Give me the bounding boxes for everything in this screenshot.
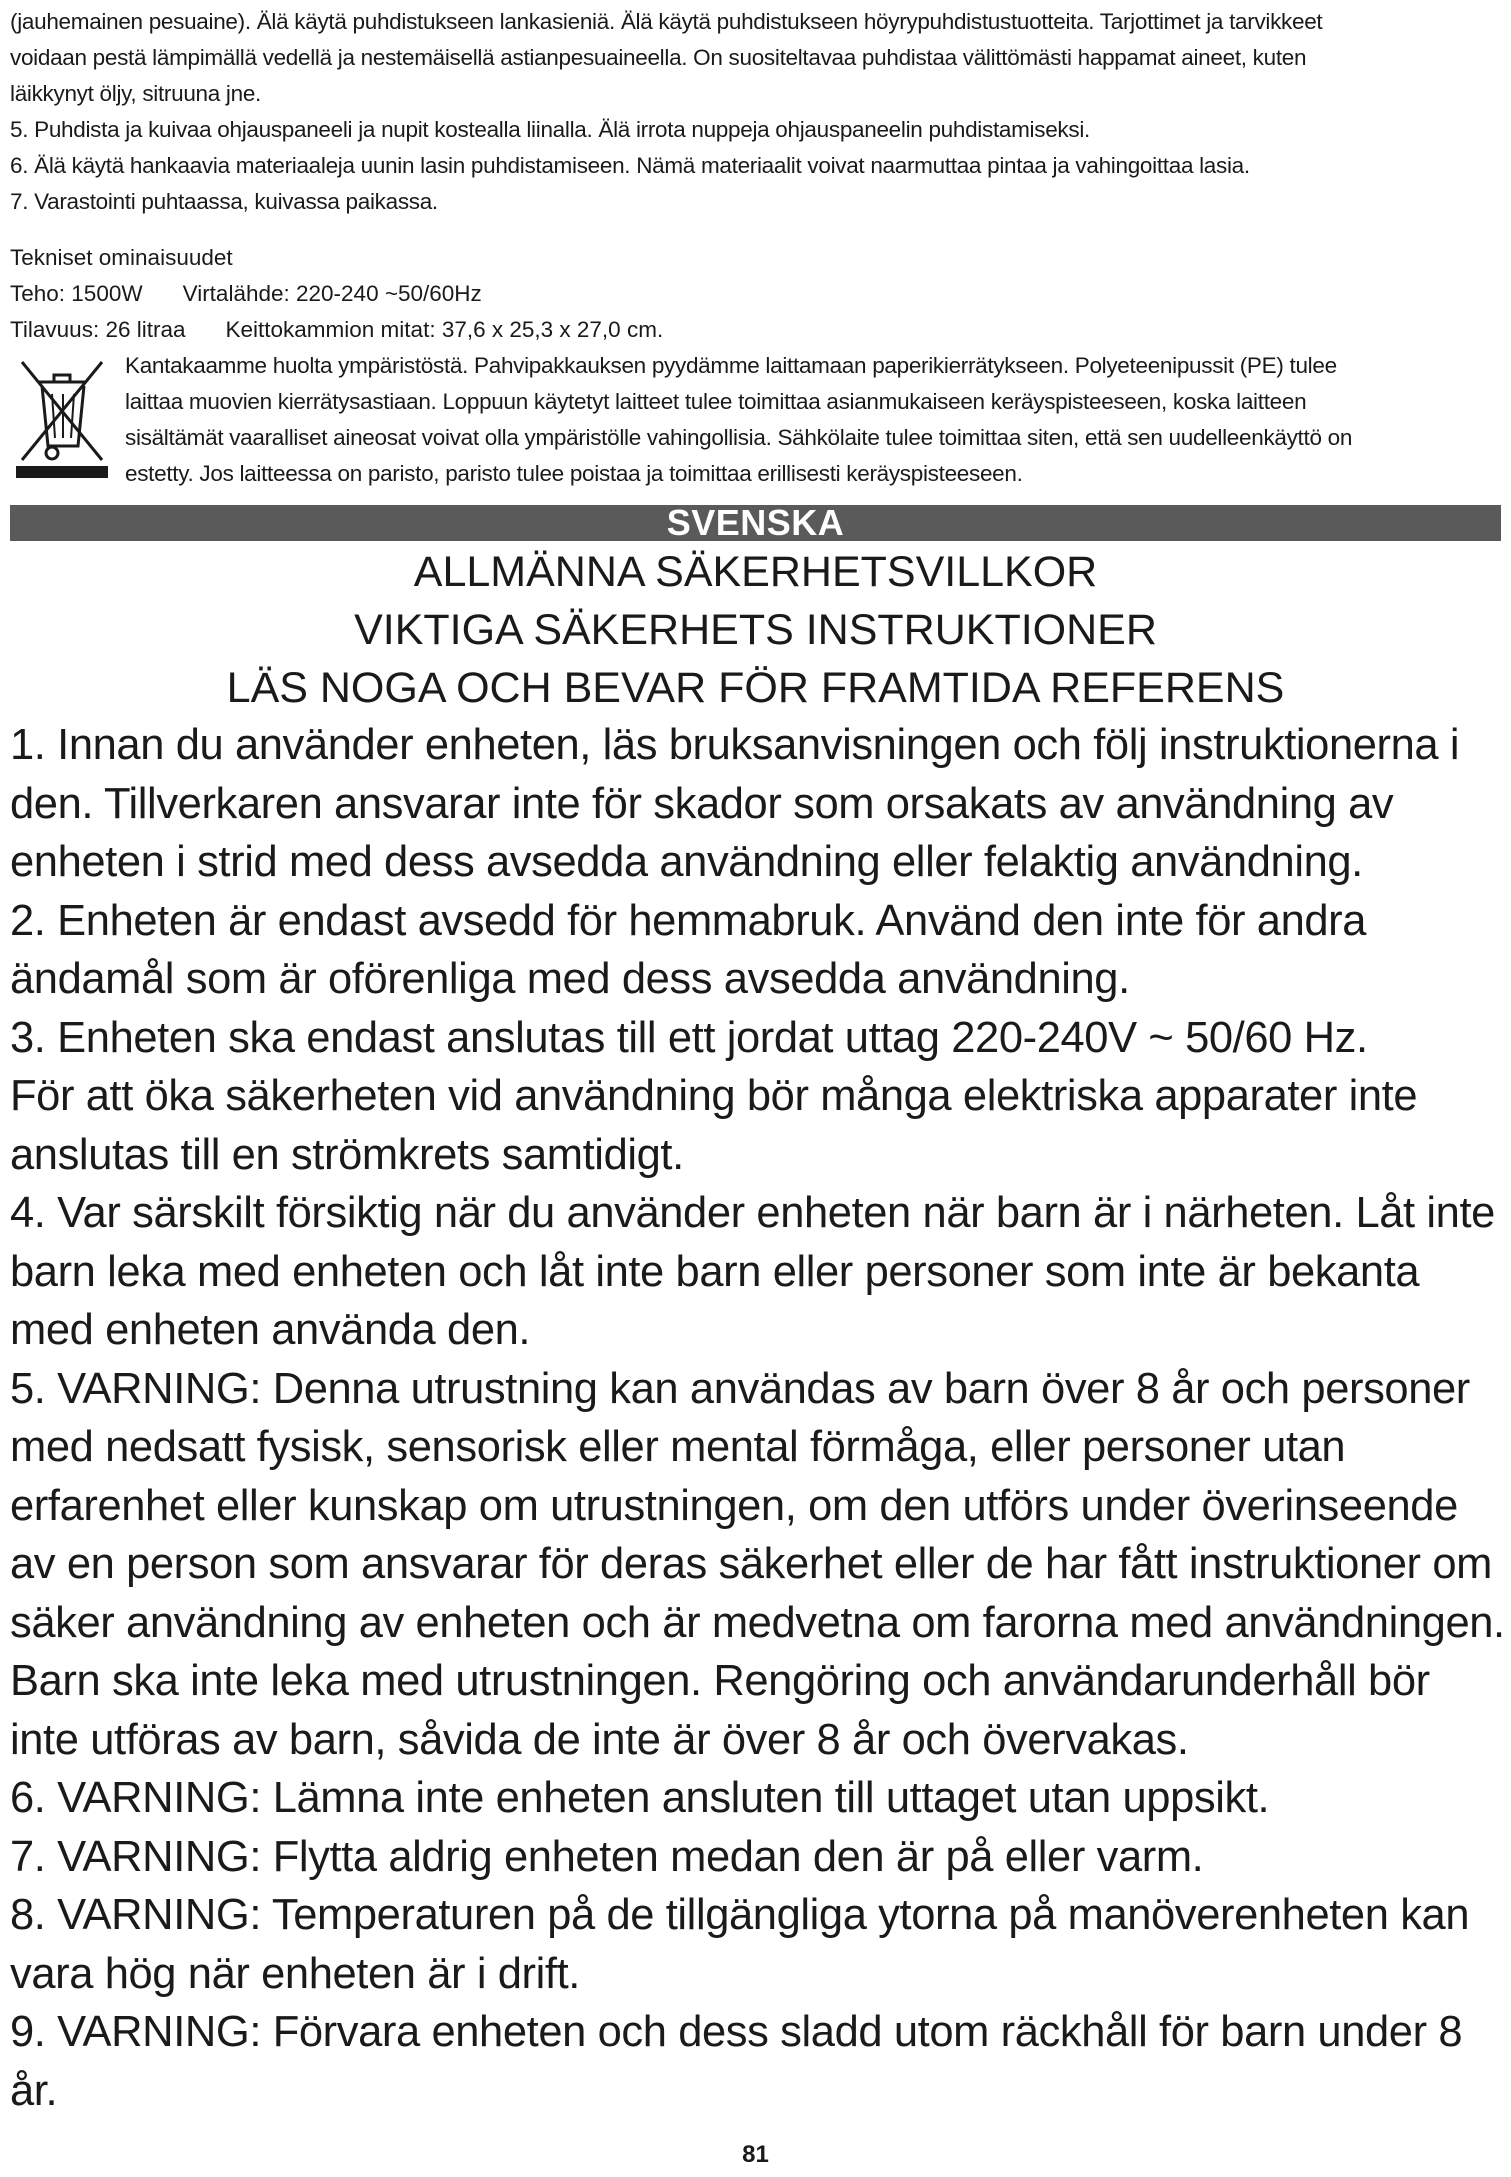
instruction-line: enheten i strid med dess avsedda användning eller felaktig användning. (10, 838, 1363, 886)
instruction-line: barn leka med enheten och låt inte barn eller personer som inte är bekanta (10, 1247, 1420, 1296)
instruction-line: 9. VARNING: Förvara enheten och dess sladd utom räckhåll för barn under 8 (10, 2008, 1463, 2056)
specs-title: Tekniset ominaisuudet (10, 245, 233, 270)
instruction-line: av en person som ansvarar för deras säkerhet eller de har fått instruktioner om (10, 1540, 1492, 1588)
instruction-line: För att öka säkerheten vid användning bör många elektriska apparater inte (10, 1072, 1418, 1120)
finnish-cleaning-text (10, 4, 1495, 220)
technical-specs (10, 240, 663, 348)
heading-general: ALLMÄNNA SÄKERHETSVILLKOR (413, 548, 1098, 596)
env-line: Kantakaamme huolta ympäristöstä. Pahvipakkauksen pyydämme laittamaan paperikierrätykseen. Polyeteenipussit (PE) tulee (125, 353, 1337, 378)
instruction-line: anslutas till en strömkrets samtidigt. (10, 1130, 684, 1179)
page-number: 81 (742, 2141, 769, 2168)
crossed-out-wheelie-bin-icon (10, 350, 115, 480)
section-label: SVENSKA (666, 502, 845, 543)
env-line: sisältämät vaaralliset aineosat voivat olla ympäristölle vahingollisia. Sähkölaite tulee toimittaa siten, että sen uudelleenkäyttö on (125, 425, 1353, 450)
finnish-line: (jauhemainen pesuaine). Älä käytä puhdistukseen lankasieniä. Älä käytä puhdistukseen höyrypuhdistustuotteita. Tarjottimet ja tarvikkeet (10, 9, 1323, 34)
instruction-line: med enheten använda den. (10, 1306, 531, 1354)
heading-important: VIKTIGA SÄKERHETS INSTRUKTIONER (354, 606, 1157, 654)
finnish-line: 6. Älä käytä hankaavia materiaaleja uunin lasin puhdistamiseen. Nämä materiaalit voivat naarmuttaa pintaa ja vahingoittaa lasia. (10, 153, 1250, 178)
instruction-line: 5. VARNING: Denna utrustning kan användas av barn över 8 år och personer (10, 1364, 1470, 1413)
env-line: estetty. Jos laitteessa on paristo, paristo tulee poistaa ja toimittaa erillisesti keräyspisteeseen. (125, 461, 1023, 486)
instruction-line: med nedsatt fysisk, sensorisk eller mental förmåga, eller personer utan (10, 1423, 1346, 1471)
instruction-line: år. (10, 2066, 58, 2115)
env-line: laittaa muovien kierrätysastiaan. Loppuun käytetyt laitteet tulee toimittaa asianmukaiseen keräyspisteeseen, koska laitteen (125, 389, 1307, 414)
heading-read-carefully: LÄS NOGA OCH BEVAR FÖR FRAMTIDA REFERENS (226, 664, 1285, 712)
finnish-line: 7. Varastointi puhtaassa, kuivassa paikassa. (10, 189, 438, 214)
finnish-line: 5. Puhdista ja kuivaa ohjauspaneeli ja nupit kostealla liinalla. Älä irrota nuppeja ohjauspaneelin puhdistamiseksi. (10, 117, 1090, 142)
instruction-line: 7. VARNING: Flytta aldrig enheten medan den är på eller varm. (10, 1832, 1204, 1881)
language-section-bar (10, 502, 1501, 543)
instruction-line: 6. VARNING: Lämna inte enheten ansluten till uttaget utan uppsikt. (10, 1774, 1270, 1822)
finnish-line: voidaan pestä lämpimällä vedellä ja nestemäisellä astianpesuaineella. On suositeltavaa puhdistaa välittömästi happamat aineet, kuten (10, 45, 1307, 70)
instruction-line: säker användning av enheten och är medvetna om farorna med användningen. (10, 1598, 1505, 1647)
finnish-line: läikkynyt öljy, sitruuna jne. (10, 81, 261, 106)
spec-capacity: Tilavuus: 26 litraa (10, 317, 186, 342)
spec-power: Teho: 1500W (10, 281, 143, 306)
spec-dimensions: Keittokammion mitat: 37,6 x 25,3 x 27,0 cm. (225, 317, 664, 342)
environment-notice (125, 348, 1352, 492)
instruction-line: 4. Var särskilt försiktig när du använder enheten när barn är i närheten. Låt inte (10, 1189, 1495, 1237)
instruction-line: Barn ska inte leka med utrustningen. Rengöring och användarunderhåll bör (10, 1657, 1430, 1705)
swedish-safety-instructions (10, 716, 1505, 2120)
safety-headings (0, 543, 1511, 717)
instruction-line: inte utföras av barn, såvida de inte är över 8 år och övervakas. (10, 1715, 1189, 1764)
instruction-line: ändamål som är oförenliga med dess avsedda användning. (10, 955, 1130, 1003)
instruction-line: 8. VARNING: Temperaturen på de tillgängliga ytorna på manöverenheten kan (10, 1891, 1470, 1939)
instruction-line: erfarenhet eller kunskap om utrustningen, om den utförs under överinseende (10, 1481, 1458, 1530)
instruction-line: den. Tillverkaren ansvarar inte för skador som orsakats av användning av (10, 779, 1394, 828)
instruction-line: 2. Enheten är endast avsedd för hemmabruk. Använd den inte för andra (10, 896, 1367, 945)
instruction-line: 1. Innan du använder enheten, läs bruksanvisningen och följ instruktionerna i (10, 721, 1460, 769)
instruction-line: 3. Enheten ska endast anslutas till ett jordat uttag 220-240V ~ 50/60 Hz. (10, 1013, 1368, 1062)
instruction-line: vara hög när enheten är i drift. (10, 1949, 580, 1998)
spec-supply: Virtalähde: 220-240 ~50/60Hz (182, 281, 482, 306)
